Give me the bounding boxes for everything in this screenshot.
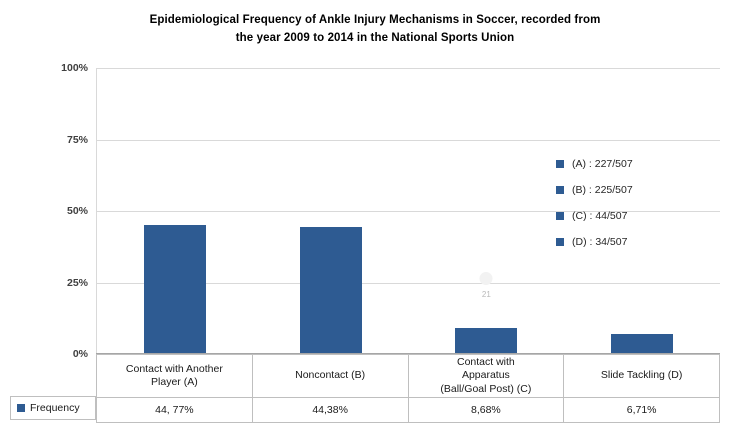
legend-label-d: (D) : 34/507 bbox=[572, 236, 628, 248]
bar-contact-apparatus[interactable] bbox=[455, 328, 517, 353]
series-row-header bbox=[10, 396, 96, 420]
y-tick-label-50: 50% bbox=[66, 205, 88, 217]
value-cell-b: 44,38% bbox=[252, 398, 408, 423]
chart-title-line-1: Epidemiological Frequency of Ankle Injury Mechanisms in Soccer, recorded from bbox=[149, 14, 601, 26]
artifact-label: 21 bbox=[481, 289, 491, 299]
bar-slot-a bbox=[97, 68, 253, 353]
legend-swatch-icon-b bbox=[556, 186, 564, 194]
legend-label-b: (B) : 225/507 bbox=[572, 184, 633, 196]
data-table bbox=[96, 354, 720, 423]
table-row-values bbox=[97, 398, 720, 423]
value-cell-a: 44, 77% bbox=[97, 398, 253, 423]
category-line-b-1: Noncontact (B) bbox=[295, 369, 366, 382]
legend-swatch-icon-a bbox=[556, 160, 564, 168]
series-row-header-label: Frequency bbox=[30, 402, 80, 414]
category-cell-b bbox=[252, 355, 408, 398]
bar-slide-tackling[interactable] bbox=[611, 334, 673, 353]
legend-label-c: (C) : 44/507 bbox=[572, 210, 628, 222]
table-row-categories bbox=[97, 355, 720, 398]
category-line-d-1: Slide Tackling (D) bbox=[600, 369, 683, 382]
legend-item-c[interactable] bbox=[556, 210, 726, 222]
chart-title bbox=[70, 12, 680, 48]
category-line-c-2: Apparatus bbox=[461, 369, 510, 382]
category-cell-d bbox=[564, 355, 720, 398]
y-tick-label-75: 75% bbox=[66, 133, 88, 146]
legend-swatch-icon-c bbox=[556, 212, 564, 220]
value-cell-d: 6,71% bbox=[564, 398, 720, 423]
legend bbox=[556, 158, 726, 262]
category-line-a-2: Player (A) bbox=[151, 376, 198, 388]
series-swatch-icon bbox=[17, 404, 25, 412]
category-cell-a bbox=[97, 355, 253, 398]
bar-slot-b bbox=[253, 68, 409, 353]
y-tick-label-100: 100% bbox=[61, 62, 88, 74]
value-cell-c: 8,68% bbox=[408, 398, 564, 423]
category-cell-c bbox=[408, 355, 564, 398]
category-line-a-1: Contact with Another bbox=[125, 362, 223, 375]
category-line-c-3: (Ball/Goal Post) (C) bbox=[440, 382, 532, 395]
artifact-dot bbox=[480, 272, 493, 285]
bar-noncontact[interactable] bbox=[300, 227, 362, 353]
bar-contact-another-player[interactable] bbox=[144, 225, 206, 353]
bar-slot-c bbox=[409, 68, 565, 353]
legend-item-a[interactable] bbox=[556, 158, 726, 170]
category-line-c-1: Contact with bbox=[456, 356, 515, 369]
legend-swatch-icon-d bbox=[556, 238, 564, 246]
legend-label-a: (A) : 227/507 bbox=[572, 158, 633, 170]
legend-item-b[interactable] bbox=[556, 184, 726, 196]
legend-item-d[interactable] bbox=[556, 236, 726, 248]
chart-title-line-2: the year 2009 to 2014 in the National Sports Union bbox=[235, 31, 515, 44]
y-tick-label-25: 25% bbox=[66, 276, 88, 289]
y-tick-label-0: 0% bbox=[72, 348, 88, 360]
